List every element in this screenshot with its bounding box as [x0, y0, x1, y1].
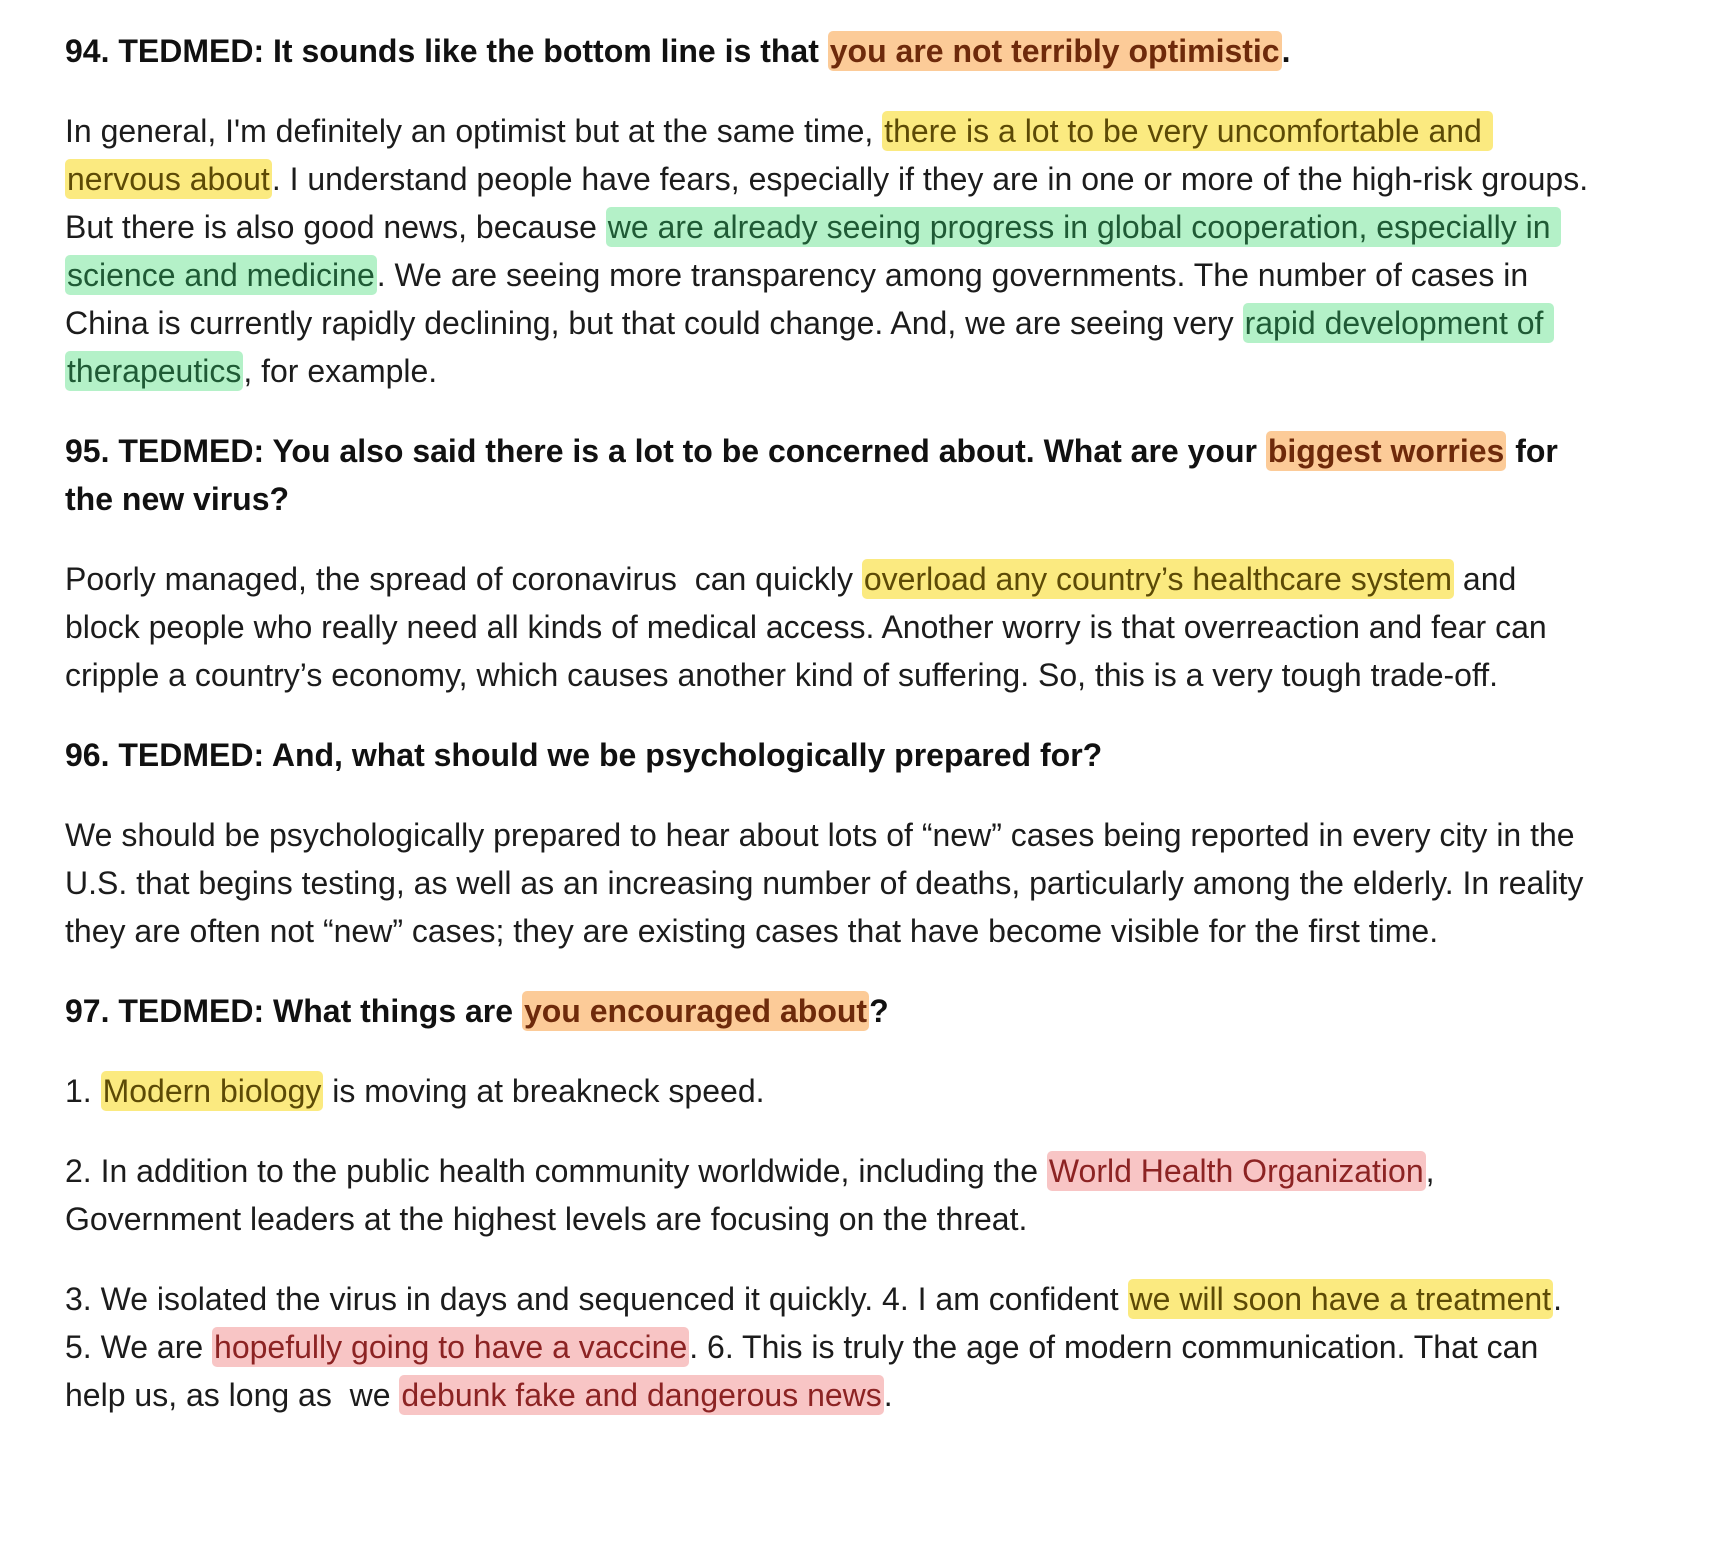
answer-96 — [65, 811, 1595, 955]
question-95-end: for the new virus? — [65, 433, 1567, 517]
answer-94-highlight-2: we are already seeing progress in global cooperation, especially in science and medicine — [67, 209, 1560, 293]
answer-94 — [65, 107, 1595, 395]
answer-97-point-3-text-1: 3. We isolated the virus in days and sequenced it quickly. 4. I am confident — [65, 1281, 1128, 1317]
answer-97-point-3-text-4: . — [883, 1377, 893, 1413]
question-94-text: 94. TEDMED: It sounds like the bottom line is that — [65, 33, 828, 69]
answer-97-point-3-text-3: . 6. This is truly the age of modern communication. That can help us, as long as we — [65, 1329, 1548, 1413]
question-96-text: 96. TEDMED: And, what should we be psychologically prepared for? — [65, 737, 1103, 773]
answer-97-point-1-highlight: Modern biology — [102, 1073, 322, 1109]
answer-97-point-3-highlight-2: hopefully going to have a vaccine — [214, 1329, 688, 1365]
answer-95 — [65, 555, 1595, 699]
question-97-highlight: you encouraged about — [523, 993, 868, 1029]
answer-97-point-3-text-2: . 5. We are — [65, 1281, 1571, 1365]
answer-97-point-2-text-2: , Government leaders at the highest levels are focusing on the threat. — [65, 1153, 1444, 1237]
answer-94-text-4: , for example. — [243, 353, 438, 389]
question-97-text: 97. TEDMED: What things are — [65, 993, 522, 1029]
question-97-end: ? — [869, 993, 889, 1029]
answer-97-point-3 — [65, 1275, 1595, 1419]
question-95 — [65, 427, 1595, 523]
interview-text-column — [65, 27, 1595, 1419]
answer-95-text-1: Poorly managed, the spread of coronavirus can quickly — [65, 561, 862, 597]
question-97 — [65, 987, 1595, 1035]
answer-94-highlight-3: rapid development of therapeutics — [67, 305, 1553, 389]
answer-97-point-3-highlight-3: debunk fake and dangerous news — [401, 1377, 882, 1413]
answer-97-point-2-text-1: 2. In addition to the public health community worldwide, including the — [65, 1153, 1047, 1189]
question-94-highlight: you are not terribly optimistic — [829, 33, 1280, 69]
question-95-highlight: biggest worries — [1267, 433, 1505, 469]
answer-97-point-3-highlight-1: we will soon have a treatment — [1129, 1281, 1552, 1317]
question-95-text: 95. TEDMED: You also said there is a lot to be concerned about. What are your — [65, 433, 1266, 469]
answer-96-text: We should be psychologically prepared to hear about lots of “new” cases being reported in every city in the U.S. that begins testing, as well as an increasing number of deaths, particularly among the elderly. In reality they are often not “new” cases; they are existing cases that have become visible for the first time. — [65, 817, 1593, 949]
question-94 — [65, 27, 1595, 75]
answer-94-highlight-1: there is a lot to be very uncomfortable and nervous about — [67, 113, 1491, 197]
answer-94-text-1: In general, I'm definitely an optimist but at the same time, — [65, 113, 883, 149]
answer-97-point-1-text-1: 1. — [65, 1073, 101, 1109]
question-96 — [65, 731, 1595, 779]
answer-95-highlight-1: overload any country’s healthcare system — [863, 561, 1453, 597]
answer-94-text-3: . We are seeing more transparency among governments. The number of cases in China is currently rapidly declining, but that could change. And, we are seeing very — [65, 257, 1538, 341]
answer-95-text-2: and block people who really need all kinds of medical access. Another worry is that overreaction and fear can cripple a country’s economy, which causes another kind of suffering. So, this is a very tough trade-off. — [65, 561, 1556, 693]
question-94-end: . — [1281, 33, 1291, 69]
answer-97-point-2 — [65, 1147, 1595, 1243]
answer-97-point-1 — [65, 1067, 1595, 1115]
answer-94-text-2: . I understand people have fears, especially if they are in one or more of the high-risk groups. But there is also good news, because — [65, 161, 1597, 245]
answer-97-point-2-highlight: World Health Organization — [1048, 1153, 1424, 1189]
answer-97-point-1-text-2: is moving at breakneck speed. — [323, 1073, 765, 1109]
